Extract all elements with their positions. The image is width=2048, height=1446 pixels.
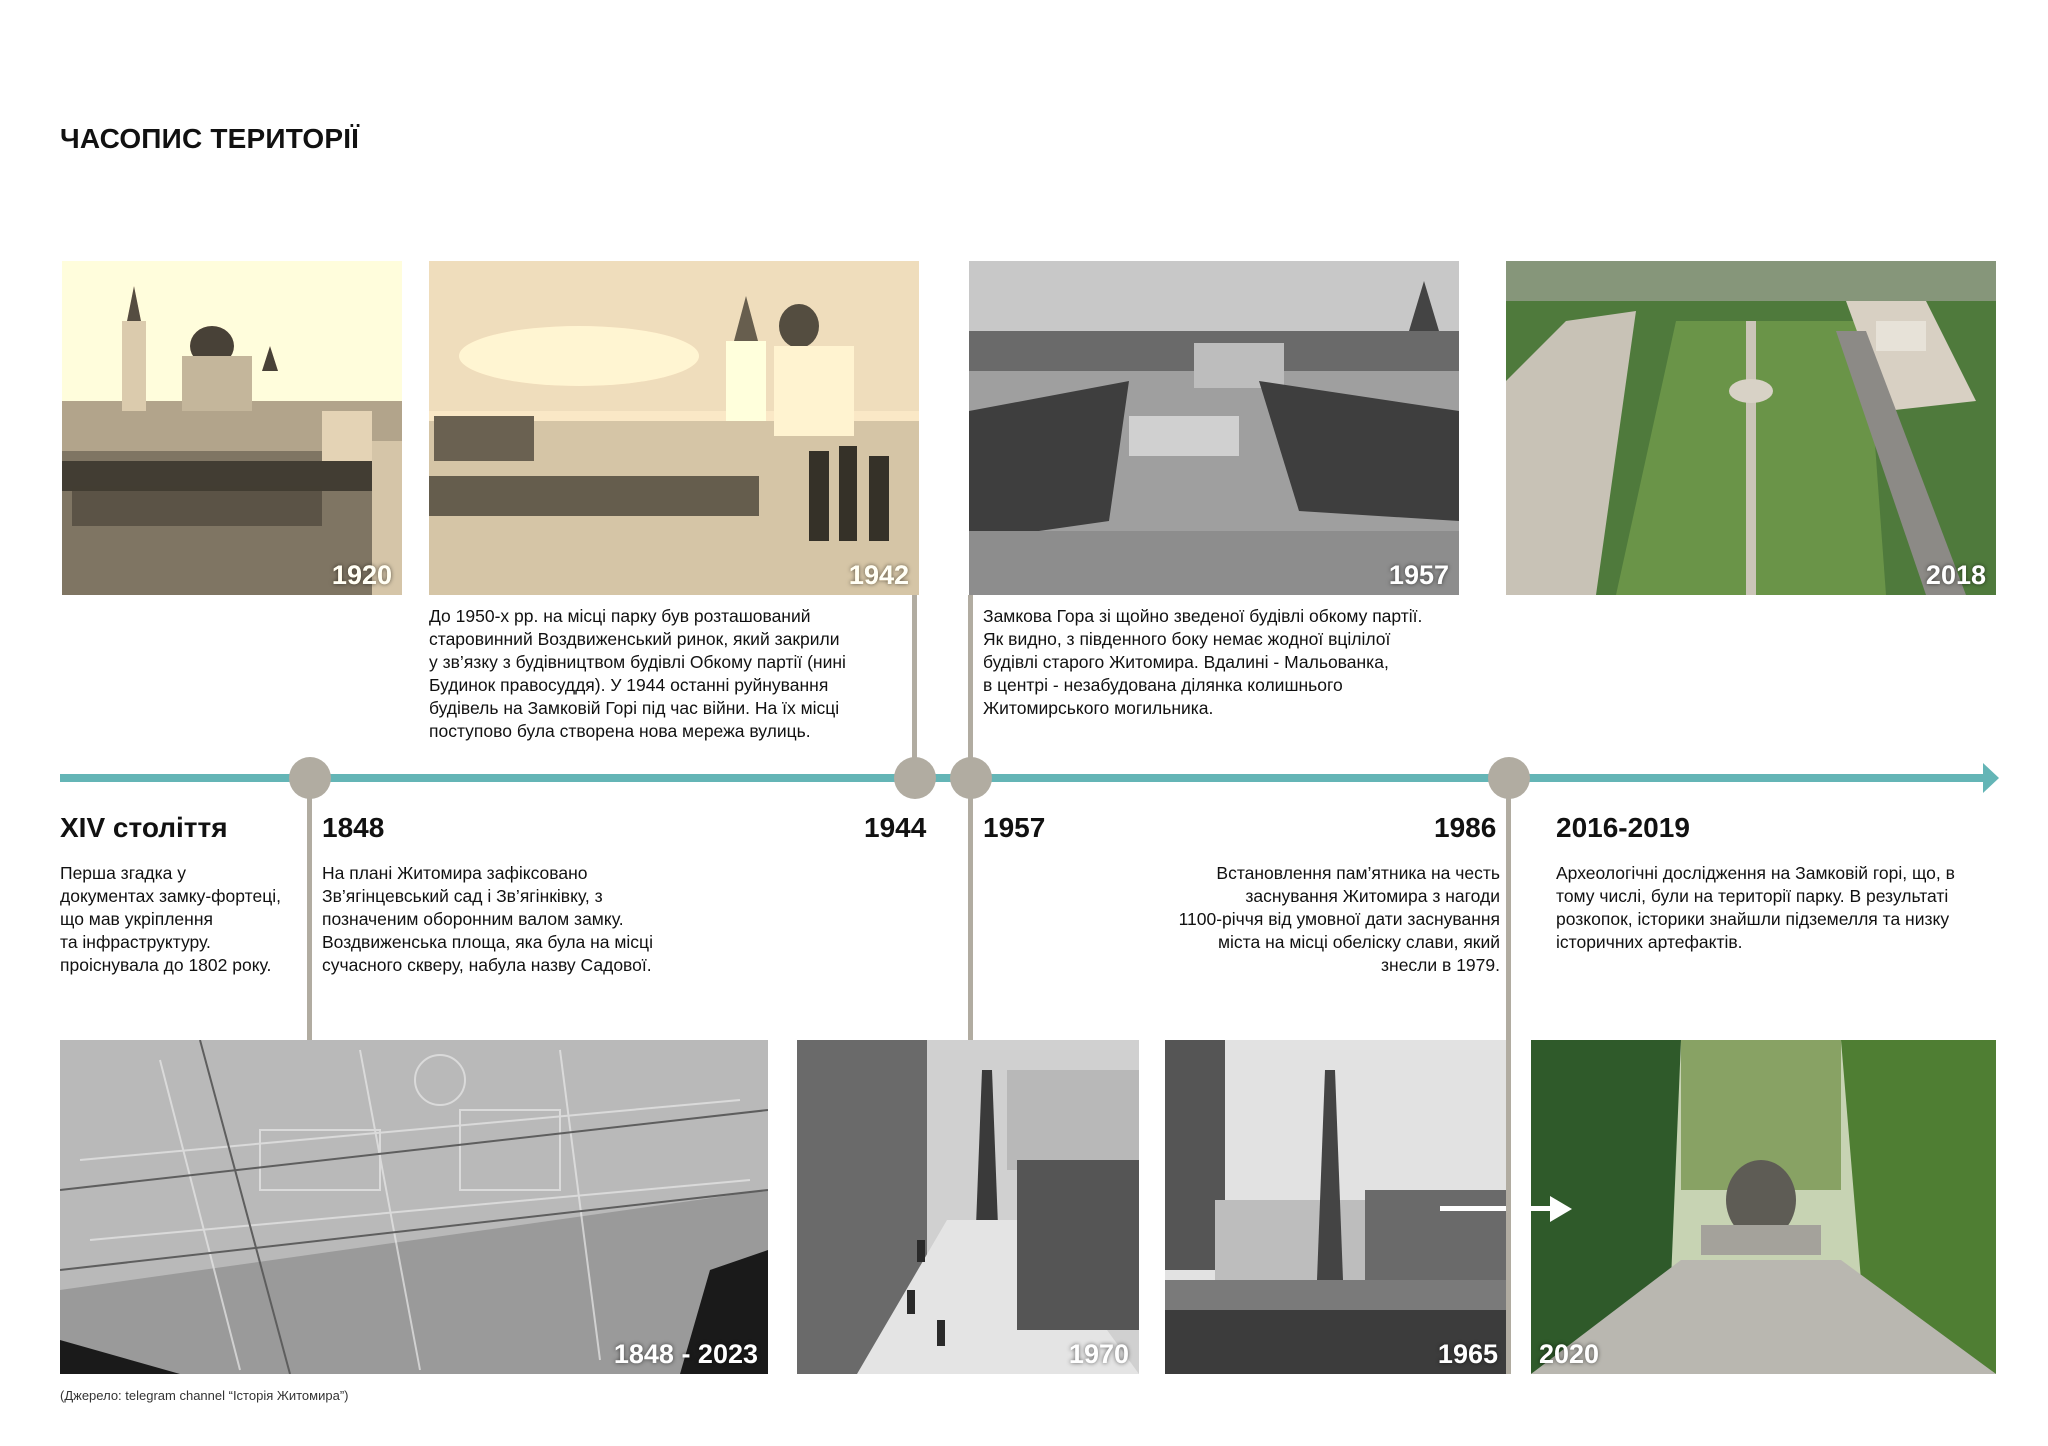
aerial-square-photo-icon bbox=[969, 261, 1459, 595]
obelisk-photo-icon bbox=[797, 1040, 1139, 1374]
photo-year-label: 1920 bbox=[331, 560, 392, 590]
description-1986: Встановлення пам’ятника на честь заснування Житомира з нагоди 1100-річчя від умовної дати заснування міста на місці обеліску слави, який знесли в 1979. bbox=[1178, 863, 1500, 975]
description-1848: На плані Житомира зафіксовано Зв’ягінцевський сад і Зв’ягінківку, з позначеним оборонним валом замку. Воздвиженська площа, яка була на місці сучасного скверу, набула назву Садової. bbox=[322, 863, 653, 975]
photo-2020 bbox=[1531, 1040, 1996, 1374]
church-market-photo-icon bbox=[62, 261, 402, 595]
timeline-marker-1986[interactable] bbox=[1488, 757, 1530, 799]
year-label-xiv: XIV століття bbox=[60, 812, 228, 843]
timeline-marker-1957[interactable] bbox=[950, 757, 992, 799]
historic-map-overlay-icon bbox=[60, 1040, 768, 1374]
timeline-marker-1848[interactable] bbox=[289, 757, 331, 799]
photo-year-label: 1848 - 2023 bbox=[613, 1339, 758, 1369]
connector-1944 bbox=[912, 595, 917, 775]
connector-1986 bbox=[1506, 775, 1511, 1374]
photo-1957 bbox=[969, 261, 1459, 595]
description-xiv: Перша згадка у документах замку-фортеці, що мав укріплення та інфраструктуру. проіснувала до 1802 року. bbox=[60, 863, 281, 975]
year-label-1848: 1848 bbox=[322, 812, 385, 843]
photo-1920 bbox=[62, 261, 402, 595]
park-aerial-photo-icon bbox=[1506, 261, 1996, 595]
photo-year-label: 1970 bbox=[1068, 1339, 1129, 1369]
photo-2018 bbox=[1506, 261, 1996, 595]
photo-1942 bbox=[429, 261, 919, 595]
year-label-2016-2019: 2016-2019 bbox=[1556, 812, 1690, 843]
photo-year-label: 1965 bbox=[1437, 1339, 1498, 1369]
description-2016-2019: Археологічні дослідження на Замковій горі, що, в тому числі, були на території парку. В результаті розкопок, історики знайшли підземелля та низку історичних артефактів. bbox=[1556, 863, 1955, 952]
memorial-alley-photo-icon bbox=[1531, 1040, 1996, 1374]
description-1944: До 1950-х рр. на місці парку був розташований старовинний Воздвиженський ринок, який закрили у зв’язку з будівництвом будівлі Обкому партії (нині Будинок правосуддя). У 1944 останні руйнування будівель на Замковій Горі під час війни. На їх місці поступово була створена нова мережа вулиць. bbox=[429, 606, 846, 741]
photo-year-label: 1957 bbox=[1388, 560, 1449, 590]
page-title: ЧАСОПИС ТЕРИТОРІЇ bbox=[60, 123, 360, 154]
photo-1970 bbox=[797, 1040, 1139, 1374]
timeline-axis bbox=[60, 774, 1985, 782]
year-label-1944: 1944 bbox=[864, 812, 927, 843]
photo-year-label: 1942 bbox=[848, 560, 909, 590]
photo-year-label: 2018 bbox=[1925, 560, 1986, 590]
year-label-1986: 1986 bbox=[1434, 812, 1497, 843]
connector-1957 bbox=[968, 595, 973, 1040]
timeline-arrow-head-icon bbox=[1983, 763, 1999, 793]
timeline-marker-1944[interactable] bbox=[894, 757, 936, 799]
photo-1848-2023 bbox=[60, 1040, 768, 1374]
source-note: (Джерело: telegram channel “Історія Житомира”) bbox=[60, 1388, 349, 1403]
photo-year-label: 2020 bbox=[1539, 1339, 1600, 1369]
description-1957: Замкова Гора зі щойно зведеної будівлі обкому партії. Як видно, з південного боку немає жодної вцілілої будівлі старого Житомира. Вдалині - Мальованка, в центрі - незабудована ділянка колишнього Житомирського могильника. bbox=[983, 606, 1423, 718]
market-square-photo-icon bbox=[429, 261, 919, 595]
year-label-1957: 1957 bbox=[983, 812, 1046, 843]
